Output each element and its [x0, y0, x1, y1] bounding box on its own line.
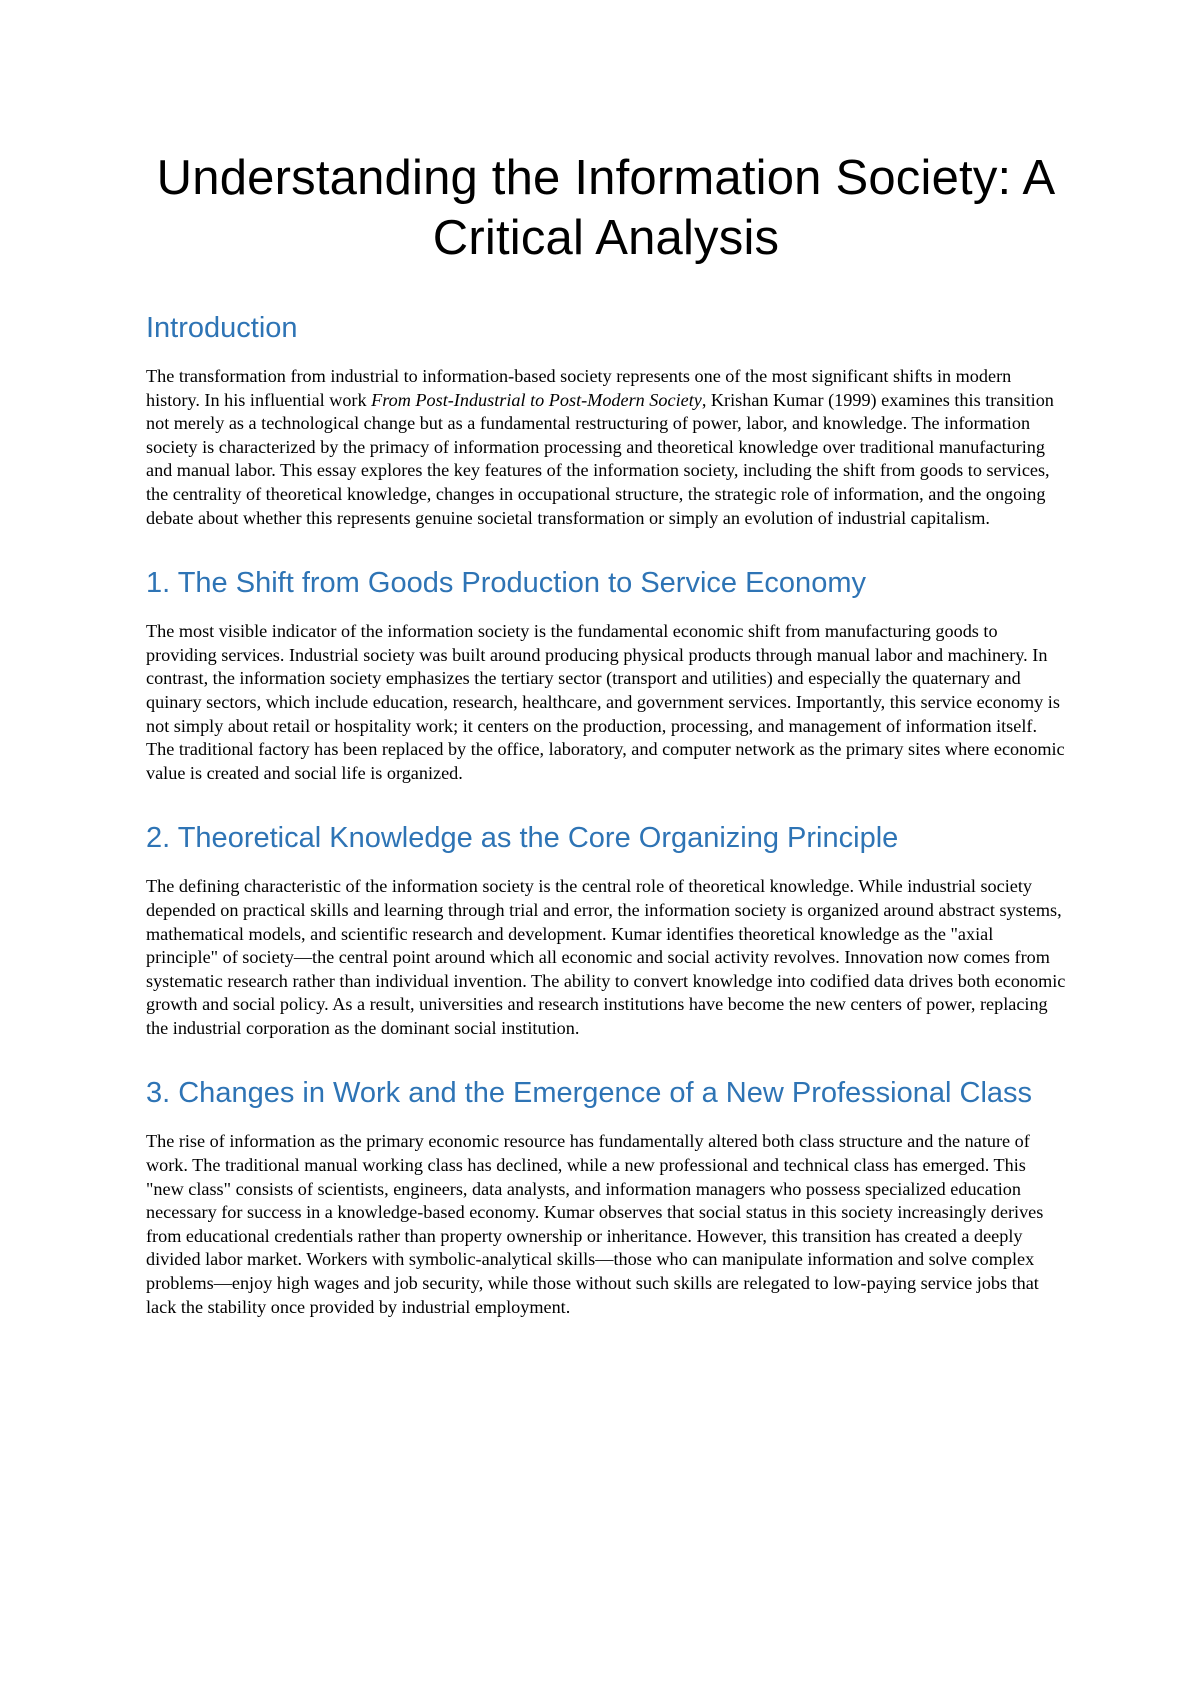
italic-book-title: From Post-Industrial to Post-Modern Society [371, 389, 702, 410]
section-heading: 2. Theoretical Knowledge as the Core Organizing Principle [146, 822, 899, 855]
section-heading: 1. The Shift from Goods Production to Service Economy [146, 567, 866, 600]
section-professional-class [146, 1074, 1066, 1319]
section-heading: 3. Changes in Work and the Emergence of a New Professional Class [146, 1077, 1033, 1110]
section-paragraph: The defining characteristic of the information society is the central role of theoretical knowledge. While industrial society depended on practical skills and learning through trial and error, the information society is organized around abstract systems, mathematical models, and scientific research and development. Kumar identifies theoretical knowledge as the "axial principle" of society—the central point around which all economic and social activity revolves. Innovation now comes from systematic research rather than individual invention. The ability to convert knowledge into codified data drives both economic growth and social policy. As a result, universities and research institutions have become the new centers of power, replacing the industrial corporation as the dominant social institution. [146, 876, 1066, 1038]
section-heading: Introduction [146, 312, 298, 344]
document-content [146, 148, 1066, 1353]
section-theoretical-knowledge [146, 819, 1066, 1040]
section-service-economy [146, 564, 1066, 785]
document-title: Understanding the Information Society: A Critical Analysis [156, 151, 1056, 265]
paragraph-text: , Krishan Kumar (1999) examines this transition not merely as a technological change but as a fundamental restructuring of power, labor, and knowledge. The information society is characterized by the primacy of information processing and theoretical knowledge over traditional manufacturing and manual labor. This essay explores the key features of the information society, including the shift from goods to services, the centrality of theoretical knowledge, changes in occupational structure, the strategic role of information, and the ongoing debate about whether this represents genuine societal transformation or simply an evolution of industrial capitalism. [146, 389, 1054, 528]
section-paragraph: The rise of information as the primary economic resource has fundamentally altered both class structure and the nature of work. The traditional manual working class has declined, while a new professional and technical class has emerged. This "new class" consists of scientists, engineers, data analysts, and information managers who possess specialized education necessary for success in a knowledge-based economy. Kumar observes that social status in this society increasingly derives from educational credentials rather than property ownership or inheritance. However, this transition has created a deeply divided labor market. Workers with symbolic-analytical skills—those who can manipulate information and solve complex problems—enjoy high wages and job security, while those without such skills are relegated to low-paying service jobs that lack the stability once provided by industrial employment. [146, 1131, 1044, 1317]
section-paragraph: The most visible indicator of the information society is the fundamental economic shift from manufacturing goods to providing services. Industrial society was built around producing physical products through manual labor and machinery. In contrast, the information society emphasizes the tertiary sector (transport and utilities) and especially the quaternary and quinary sectors, which include education, research, healthcare, and government services. Importantly, this service economy is not simply about retail or hospitality work; it centers on the production, processing, and management of information itself. The traditional factory has been replaced by the office, laboratory, and computer network as the primary sites where economic value is created and social life is organized. [146, 621, 1065, 783]
section-introduction [146, 309, 1066, 530]
paragraph-text: The transformation from industrial to information-based society represents one of the most significant shifts in modern history. In his influential work [146, 366, 1012, 410]
section-paragraph [146, 365, 1066, 530]
